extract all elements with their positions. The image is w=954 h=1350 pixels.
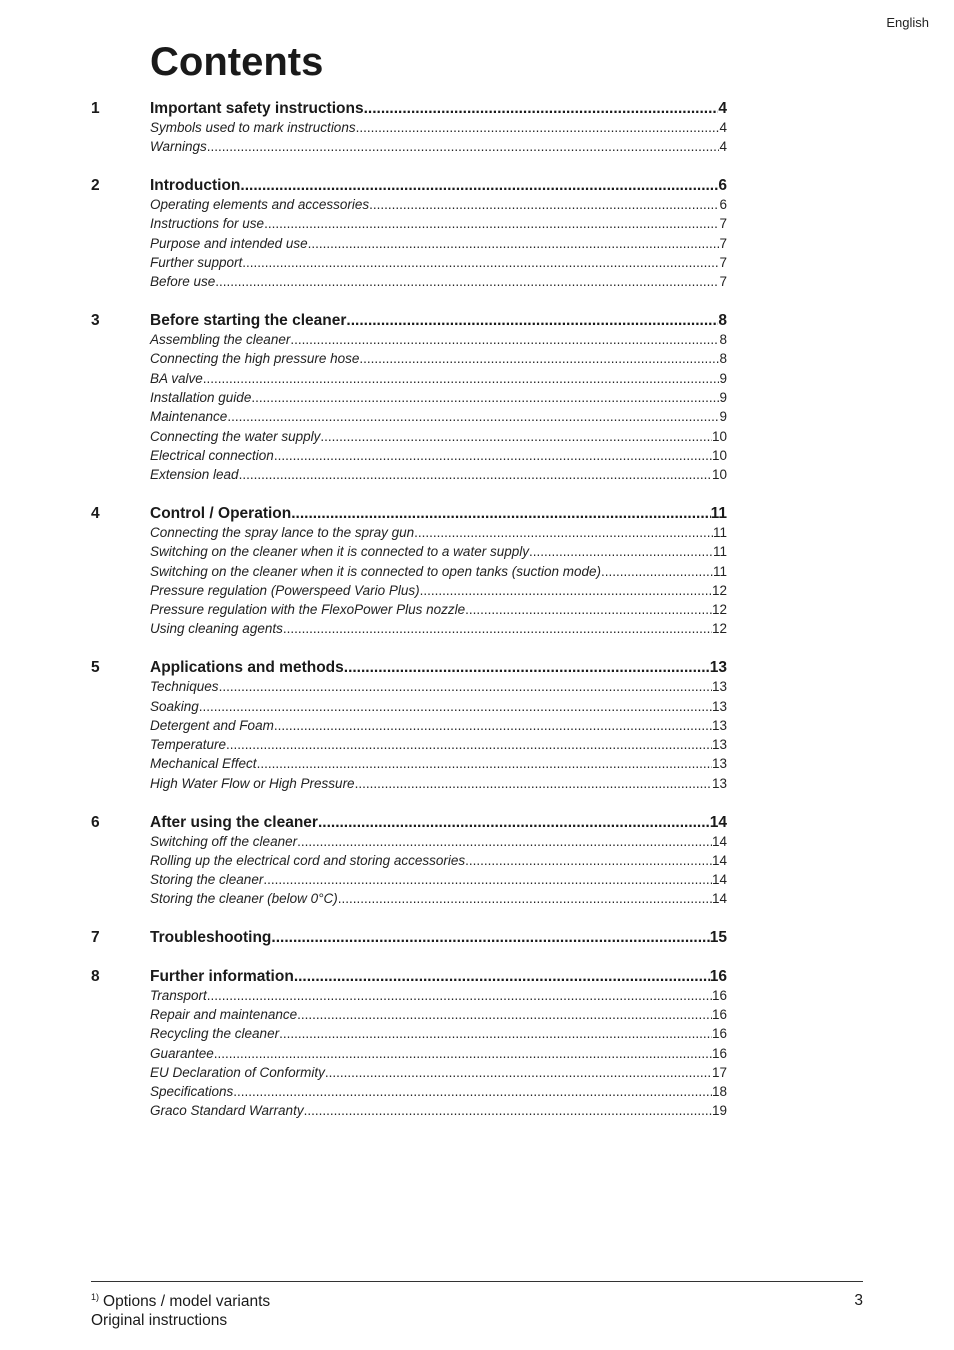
subsection-page: 12 xyxy=(711,602,727,618)
dot-leader xyxy=(304,1103,712,1118)
dot-leader xyxy=(325,1065,712,1080)
subsection-title: Connecting the water supply xyxy=(150,428,321,444)
subsection-title: Before use xyxy=(150,274,216,290)
toc-section xyxy=(91,505,727,641)
dot-leader xyxy=(264,216,719,231)
subsection-page: 13 xyxy=(711,775,727,791)
subsection-page: 11 xyxy=(712,524,727,540)
subsection-title: Warnings xyxy=(150,139,207,155)
chapter-page: 15 xyxy=(709,929,727,947)
toc-section xyxy=(91,312,727,486)
toc-subsection-entry[interactable] xyxy=(91,197,727,216)
toc-subsection-entry[interactable] xyxy=(91,236,727,255)
page-number: 3 xyxy=(854,1292,863,1309)
subsection-title: Symbols used to mark instructions xyxy=(150,120,356,135)
chapter-number: 3 xyxy=(91,312,100,330)
dot-leader xyxy=(274,448,712,463)
subsection-page: 17 xyxy=(711,1064,727,1080)
dot-leader xyxy=(364,100,719,118)
dot-leader xyxy=(420,583,712,598)
toc-section xyxy=(91,177,727,293)
subsection-title: Guarantee xyxy=(150,1045,214,1061)
toc-subsection-entry[interactable] xyxy=(91,699,727,718)
toc-subsection-entry[interactable] xyxy=(91,872,727,891)
subsection-page: 14 xyxy=(711,833,727,849)
subsection-title: Installation guide xyxy=(150,389,252,405)
subsection-page: 16 xyxy=(711,1026,727,1042)
language-label: English xyxy=(886,15,929,30)
chapter-number: 2 xyxy=(91,177,100,195)
subsection-page: 12 xyxy=(711,582,727,598)
subsection-page: 10 xyxy=(711,428,727,444)
subsection-title: Transport xyxy=(150,987,207,1003)
dot-leader xyxy=(233,1084,712,1099)
subsection-title: Assembling the cleaner xyxy=(150,332,291,348)
toc-chapter-entry[interactable] xyxy=(91,505,727,525)
toc-subsection-entry[interactable] xyxy=(91,409,727,428)
subsection-page: 7 xyxy=(719,235,727,251)
toc-section xyxy=(91,814,727,911)
subsection-title: Mechanical Effect xyxy=(150,756,257,772)
toc-subsection-entry[interactable] xyxy=(91,1084,727,1103)
dot-leader xyxy=(239,467,712,482)
original-instructions-note: Original instructions xyxy=(91,1312,228,1329)
footnote-text: Options / model variants xyxy=(103,1293,271,1310)
toc-subsection-entry[interactable] xyxy=(91,371,727,390)
toc-subsection-entry[interactable] xyxy=(91,390,727,409)
toc-subsection-entry[interactable] xyxy=(91,602,727,621)
dot-leader xyxy=(369,197,719,212)
footer-divider xyxy=(91,1281,863,1282)
subsection-page: 8 xyxy=(719,332,727,348)
subsection-title: High Water Flow or High Pressure xyxy=(150,775,355,791)
subsection-title: Storing the cleaner xyxy=(150,872,264,888)
toc-subsection-entry[interactable] xyxy=(91,621,727,640)
toc-subsection-entry[interactable] xyxy=(91,544,727,563)
subsection-title: Rolling up the electrical cord and storing accessories xyxy=(150,852,466,868)
dot-leader xyxy=(465,853,712,868)
toc-chapter-entry[interactable] xyxy=(91,968,727,988)
dot-leader xyxy=(601,564,713,579)
subsection-title: EU Declaration of Conformity xyxy=(150,1064,325,1080)
subsection-page: 13 xyxy=(711,756,727,772)
toc-section xyxy=(91,659,727,795)
chapter-title: Troubleshooting xyxy=(150,929,272,947)
dot-leader xyxy=(344,659,710,677)
subsection-page: 13 xyxy=(711,737,727,753)
dot-leader xyxy=(297,1007,712,1022)
chapter-page: 14 xyxy=(709,813,727,831)
toc-subsection-entry[interactable] xyxy=(91,1046,727,1065)
dot-leader xyxy=(290,332,719,347)
subsection-title: Instructions for use xyxy=(150,216,265,232)
subsection-page: 14 xyxy=(711,852,727,868)
subsection-title: Recycling the cleaner xyxy=(150,1026,280,1042)
dot-leader xyxy=(274,718,712,733)
chapter-title: Before starting the cleaner xyxy=(150,312,347,330)
toc-chapter-entry[interactable] xyxy=(91,814,727,834)
subsection-title: Connecting the high pressure hose xyxy=(150,351,360,367)
subsection-title: Pressure regulation (Powerspeed Vario Plus) xyxy=(150,582,420,598)
subsection-page: 16 xyxy=(711,987,727,1003)
dot-leader xyxy=(240,177,718,195)
subsection-title: Electrical connection xyxy=(150,447,274,463)
subsection-page: 10 xyxy=(711,467,727,483)
dot-leader xyxy=(207,139,720,154)
subsection-page: 11 xyxy=(712,544,727,560)
footnote xyxy=(91,1292,270,1311)
subsection-page: 12 xyxy=(711,621,727,637)
dot-leader xyxy=(294,968,710,986)
toc-section xyxy=(91,100,727,159)
chapter-page: 8 xyxy=(718,312,727,330)
subsection-title: Operating elements and accessories xyxy=(150,197,370,213)
subsection-title: Temperature xyxy=(150,737,227,753)
chapter-title: Applications and methods xyxy=(150,659,344,677)
subsection-page: 9 xyxy=(719,409,727,425)
toc-subsection-entry[interactable] xyxy=(91,891,727,910)
toc-subsection-entry[interactable] xyxy=(91,1103,727,1122)
subsection-page: 8 xyxy=(719,351,727,367)
dot-leader xyxy=(297,834,712,849)
toc-chapter-entry[interactable] xyxy=(91,659,727,679)
dot-leader xyxy=(207,988,712,1003)
dot-leader xyxy=(283,621,712,636)
subsection-page: 7 xyxy=(719,254,727,270)
dot-leader xyxy=(308,236,720,251)
toc-subsection-entry[interactable] xyxy=(91,1065,727,1084)
subsection-page: 9 xyxy=(719,370,727,386)
subsection-title: Detergent and Foam xyxy=(150,717,274,733)
page-title: Contents xyxy=(150,40,324,84)
chapter-page: 6 xyxy=(718,177,727,195)
dot-leader xyxy=(320,429,712,444)
toc-subsection-entry[interactable] xyxy=(91,351,727,370)
subsection-title: Repair and maintenance xyxy=(150,1007,298,1022)
toc-chapter-entry[interactable] xyxy=(91,100,727,120)
toc-subsection-entry[interactable] xyxy=(91,776,727,795)
dot-leader xyxy=(356,120,720,135)
subsection-title: Storing the cleaner (below 0°C) xyxy=(150,891,338,907)
chapter-title: Further information xyxy=(150,967,294,985)
subsection-title: Switching off the cleaner xyxy=(150,833,298,849)
subsection-page: 9 xyxy=(719,389,727,405)
toc-subsection-entry[interactable] xyxy=(91,332,727,351)
subsection-page: 6 xyxy=(719,197,727,213)
toc-subsection-entry[interactable] xyxy=(91,255,727,274)
chapter-page: 11 xyxy=(710,504,727,522)
dot-leader xyxy=(465,602,712,617)
subsection-title: Specifications xyxy=(150,1084,234,1100)
toc-chapter-entry[interactable] xyxy=(91,929,727,949)
table-of-contents xyxy=(91,100,727,1141)
toc-subsection-entry[interactable] xyxy=(91,853,727,872)
subsection-title: Graco Standard Warranty xyxy=(150,1103,304,1119)
dot-leader xyxy=(242,255,719,270)
toc-chapter-entry[interactable] xyxy=(91,312,727,332)
subsection-page: 14 xyxy=(711,891,727,907)
dot-leader xyxy=(338,891,712,906)
dot-leader xyxy=(226,737,712,752)
dot-leader xyxy=(346,312,718,330)
toc-subsection-entry[interactable] xyxy=(91,988,727,1007)
subsection-title: Switching on the cleaner when it is connected to open tanks (suction mode) xyxy=(150,563,602,579)
toc-subsection-entry[interactable] xyxy=(91,737,727,756)
dot-leader xyxy=(291,505,710,523)
subsection-page: 19 xyxy=(711,1103,727,1119)
footnote-mark: 1) xyxy=(91,1292,100,1302)
subsection-page: 18 xyxy=(711,1084,727,1100)
toc-subsection-entry[interactable] xyxy=(91,448,727,467)
chapter-page: 4 xyxy=(718,100,727,117)
subsection-page: 14 xyxy=(711,872,727,888)
dot-leader xyxy=(227,409,719,424)
subsection-title: Switching on the cleaner when it is connected to a water supply xyxy=(150,544,529,560)
dot-leader xyxy=(203,371,720,386)
toc-subsection-entry[interactable] xyxy=(91,274,727,293)
toc-subsection-entry[interactable] xyxy=(91,139,727,158)
dot-leader xyxy=(318,814,710,832)
dot-leader xyxy=(214,1046,712,1061)
chapter-title: Important safety instructions xyxy=(150,100,364,117)
subsection-page: 13 xyxy=(711,679,727,695)
toc-section xyxy=(91,929,727,949)
toc-subsection-entry[interactable] xyxy=(91,429,727,448)
toc-subsection-entry[interactable] xyxy=(91,1026,727,1045)
subsection-title: Using cleaning agents xyxy=(150,621,283,637)
subsection-page: 7 xyxy=(719,216,727,232)
subsection-title: Extension lead xyxy=(150,467,239,483)
chapter-title: Introduction xyxy=(150,177,241,195)
dot-leader xyxy=(199,699,712,714)
chapter-title: Control / Operation xyxy=(150,504,292,522)
subsection-page: 7 xyxy=(719,274,727,290)
subsection-title: Purpose and intended use xyxy=(150,235,308,251)
subsection-page: 10 xyxy=(711,447,727,463)
toc-subsection-entry[interactable] xyxy=(91,834,727,853)
subsection-page: 11 xyxy=(712,563,727,579)
toc-subsection-entry[interactable] xyxy=(91,756,727,775)
toc-subsection-entry[interactable] xyxy=(91,583,727,602)
dot-leader xyxy=(251,390,719,405)
toc-subsection-entry[interactable] xyxy=(91,1007,727,1026)
chapter-page: 16 xyxy=(709,967,727,985)
dot-leader xyxy=(359,351,719,366)
subsection-title: Connecting the spray lance to the spray gun xyxy=(150,524,415,540)
toc-chapter-entry[interactable] xyxy=(91,177,727,197)
dot-leader xyxy=(219,679,712,694)
subsection-title: Soaking xyxy=(150,698,199,714)
toc-subsection-entry[interactable] xyxy=(91,679,727,698)
toc-subsection-entry[interactable] xyxy=(91,718,727,737)
dot-leader xyxy=(355,776,712,791)
chapter-number: 7 xyxy=(91,929,100,947)
subsection-page: 13 xyxy=(711,698,727,714)
toc-subsection-entry[interactable] xyxy=(91,120,727,139)
dot-leader xyxy=(263,872,712,887)
subsection-page: 16 xyxy=(711,1007,727,1022)
chapter-number: 1 xyxy=(91,100,100,117)
chapter-number: 6 xyxy=(91,813,100,831)
toc-subsection-entry[interactable] xyxy=(91,467,727,486)
chapter-number: 5 xyxy=(91,659,100,677)
dot-leader xyxy=(215,274,719,289)
subsection-title: Further support xyxy=(150,254,243,270)
subsection-title: Maintenance xyxy=(150,409,228,425)
subsection-title: Pressure regulation with the FlexoPower Plus nozzle xyxy=(150,602,466,618)
chapter-number: 4 xyxy=(91,504,100,522)
subsection-page: 13 xyxy=(711,717,727,733)
subsection-page: 4 xyxy=(719,139,727,155)
dot-leader xyxy=(529,544,713,559)
subsection-page: 4 xyxy=(719,120,727,135)
toc-subsection-entry[interactable] xyxy=(91,564,727,583)
dot-leader xyxy=(414,525,713,540)
chapter-title: After using the cleaner xyxy=(150,813,318,831)
dot-leader xyxy=(271,929,709,947)
toc-subsection-entry[interactable] xyxy=(91,216,727,235)
subsection-page: 16 xyxy=(711,1045,727,1061)
dot-leader xyxy=(279,1026,712,1041)
chapter-page: 13 xyxy=(709,659,727,677)
toc-section xyxy=(91,968,727,1123)
subsection-title: BA valve xyxy=(150,370,203,386)
dot-leader xyxy=(257,756,712,771)
chapter-number: 8 xyxy=(91,967,100,985)
toc-subsection-entry[interactable] xyxy=(91,525,727,544)
subsection-title: Techniques xyxy=(150,679,219,695)
